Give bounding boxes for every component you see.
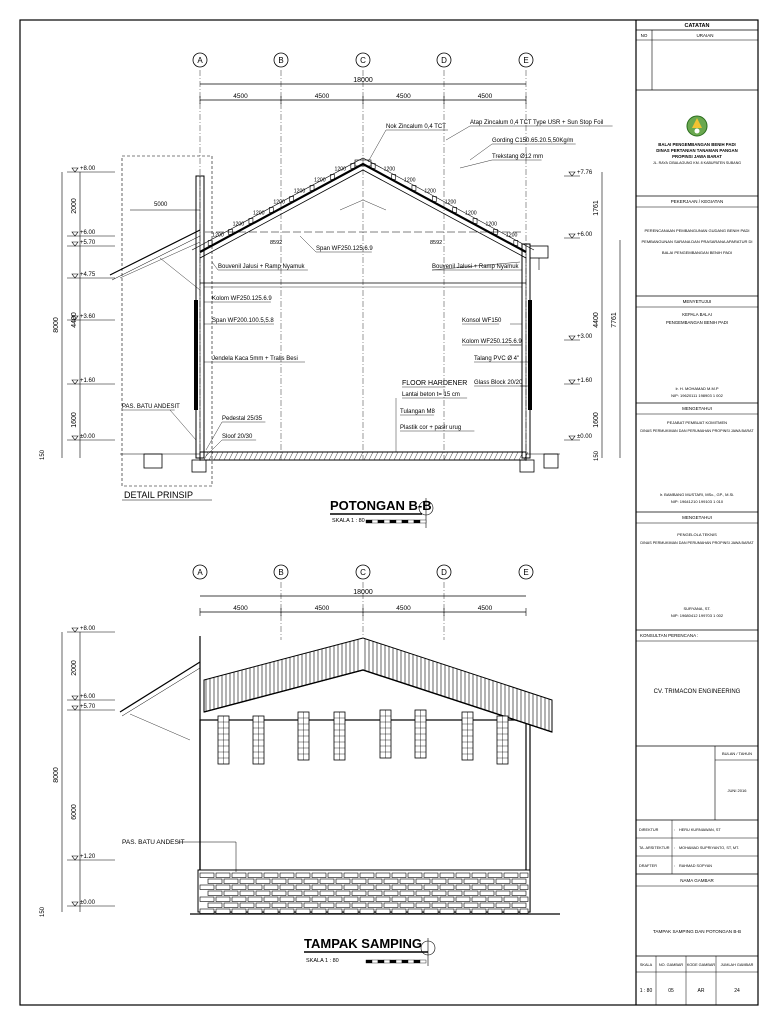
elevation-title: TAMPAK SAMPING (304, 936, 422, 951)
purlin-spacing-label: 1200 (485, 221, 497, 228)
purlin-spacing-label: 1200 (383, 166, 396, 173)
tb-col-no-gambar: NO. GAMBAR (658, 963, 684, 967)
sec-left-total: 8000 (53, 317, 60, 333)
purlin-spacing-label: 1200 (252, 210, 265, 217)
purlin-spacing-label: 1200 (314, 177, 326, 184)
elev-pas-batu: PAS. BATU ANDESIT (122, 839, 185, 846)
sec-right-dim-1: 1761 (593, 200, 600, 216)
tb-staff-3-role: DRAFTER (639, 864, 657, 868)
tb-staff-1-sep: : (674, 828, 676, 832)
purlin-spacing-label: 1200 (505, 232, 518, 239)
tb-nama-gambar-header: NAMA GAMBAR (680, 878, 714, 883)
callout-pedestal: Pedestal 25/35 (222, 416, 263, 422)
level-marker: +5.70 (80, 704, 96, 710)
callout-bouvenir-right: Bouvenil Jalusi + Ramp Nyamuk (432, 264, 519, 270)
grid-label: E (523, 568, 529, 577)
callout-jendela: Jendela Kaca 5mm + Tralis Besi (212, 356, 298, 362)
level-marker: +1.20 (80, 854, 96, 860)
section-scale: SKALA 1 : 80 (332, 518, 365, 524)
tb-org-4: JL. RAYA CIBALAGUNG KM. 8 KABUPATEN SUBANG (652, 161, 742, 165)
callout-sloof: Sloof 20/30 (222, 434, 253, 440)
sec-right-total: 7761 (611, 312, 618, 328)
purlin-spacing-label: 1200 (273, 199, 285, 206)
sec-left-dim-2: 4400 (71, 312, 78, 328)
tb-org-3: PROPINSI JAWA BARAT (672, 154, 722, 159)
grid-label: A (197, 568, 203, 577)
level-marker: +3.60 (80, 314, 96, 320)
sec-left-dim-1: 2000 (71, 198, 78, 214)
level-marker: +8.00 (80, 626, 96, 632)
tb-pekerjaan-3: BALAI PENGEMBANGAN BENIH PADI (661, 250, 733, 255)
callout-plastik: Plastik cor + pasir urug (400, 425, 462, 431)
callout-lantai: Lantai beton t= 15 cm (402, 392, 460, 398)
level-marker: +7.76 (577, 170, 593, 176)
elev-left-dim-1: 2000 (71, 660, 78, 676)
tb-signer-1-name: Ir. H. MOHAMAD M.M.P (675, 386, 719, 391)
tb-konsultan: CV. TRIMACON ENGINEERING (653, 689, 741, 695)
purlin-spacing-label: 1200 (293, 188, 306, 195)
level-marker: +1.60 (80, 378, 96, 384)
bay-span-label: 4500 (314, 605, 330, 612)
tb-pekerjaan-1: PERENCANAAN PEMBANGUNAN GUDANG BENIH PADI (644, 228, 750, 233)
tb-staff-3-name: RAHMAD SOPYAN (679, 864, 713, 868)
section-b-b (40, 53, 620, 528)
tb-signer-1-nip: NIP: 19620111 198903 1 002 (671, 393, 723, 398)
tb-org-1: BALAI PENGEMBANGAN BENIH PADI (658, 142, 736, 147)
grid-label: E (523, 56, 529, 65)
tb-signer-2-name: Ir. BAMBANG MUSTARI, MSc., GP., M.Si. (659, 492, 735, 497)
sec-left-dim-4: 150 (40, 449, 46, 461)
callout-glass: Glass Block 20/20 (474, 380, 523, 386)
tb-pengelola-1: PENGELOLA TEKNIS (677, 532, 717, 537)
elev-total-span: 18000 (353, 589, 373, 596)
tb-pekerjaan-2: PEMBANGUNAN SARANA DAN PRASARANA APARATUR DI (641, 239, 753, 244)
detail-dim: 5000 (154, 202, 168, 208)
tb-uraian: URAIAN (696, 33, 714, 38)
bay-span-label: 4500 (233, 605, 248, 612)
bay-span-label: 4500 (396, 605, 411, 612)
level-marker: ±0.00 (577, 434, 592, 440)
province-logo-icon (687, 116, 707, 136)
tb-val-skala: 1 : 80 (639, 988, 653, 994)
elev-left-dim-2: 6000 (71, 804, 78, 820)
level-marker: +5.70 (80, 240, 96, 246)
callout-gording: Gording C150.65.20.5,50Kg/m (492, 138, 574, 144)
tb-ppk-2: DINAS PERMUKIMAN DAN PERUMAHAN PROPINSI JAWA BARAT (640, 429, 754, 433)
tb-val-kode: AR (697, 988, 705, 994)
tb-konsultan-header: KONSULTAN PERENCANA : (640, 633, 699, 638)
level-marker: ±0.00 (80, 434, 95, 440)
tb-val-jumlah: 24 (734, 988, 740, 994)
level-marker: +3.00 (577, 334, 593, 340)
sec-right-dim-3: 1600 (593, 412, 600, 428)
tb-kepala-2: PENGEMBANGAN BENIH PADI (666, 320, 728, 325)
tb-ppk-1: PEJABAT PEMBUAT KOMITMEN (666, 420, 728, 425)
level-marker: +6.00 (577, 232, 593, 238)
level-marker: +4.75 (80, 272, 96, 278)
level-marker: +6.00 (80, 230, 96, 236)
tb-staff-3-sep: : (674, 864, 676, 868)
purlin-spacing-label: 1200 (403, 177, 416, 184)
level-marker: +8.00 (80, 166, 96, 172)
level-marker: +6.00 (80, 694, 96, 700)
tb-staff-2-name: MOHAMAD SUPRIYANTO, ST, MT. (679, 846, 739, 850)
purlin-spacing-label: 1200 (444, 199, 457, 206)
purlin-spacing-label: 1200 (212, 232, 224, 239)
grid-label: C (360, 56, 366, 65)
tb-no: NO (640, 33, 648, 38)
callout-atap: Atap Zincalum 0,4 TCT Type USR + Sun Stop Foil (470, 120, 604, 126)
tb-pengelola-2: DINAS PERMUKIMAN DAN PERUMAHAN PROPINSI JAWA BARAT (640, 541, 754, 545)
purlin-spacing-label: 1200 (424, 188, 436, 195)
callout-floor: FLOOR HARDENER (402, 380, 468, 387)
purlin-spacing-label: 1200 (232, 221, 245, 228)
tb-mengetahui-2: MENGETAHUI (682, 515, 712, 520)
callout-span-left: Span WF200.100.5,5.8 (212, 318, 274, 324)
tb-signer-3-nip: NIP: 19680412 199703 1 002 (670, 613, 724, 618)
callout-pas-batu: PAS. BATU ANDESIT (122, 404, 180, 410)
tb-signer-3-name: SURYANA, ST. (683, 606, 711, 611)
tb-catatan: CATATAN (684, 23, 710, 29)
tb-kepala-1: KEPALA BALAI (682, 312, 712, 317)
tb-col-kode: KODE GAMBAR (686, 963, 716, 967)
callout-talang: Talang PVC Ø 4" (474, 356, 520, 362)
callout-kolom-left: Kolom WF250.125.6.9 (212, 296, 272, 302)
bay-span-label: 4500 (396, 93, 411, 100)
tb-col-skala: SKALA (639, 963, 653, 967)
total-span-label: 18000 (353, 77, 373, 84)
tb-staff-2-role: TA. ARSITEKTUR (639, 846, 670, 850)
callout-span-rafter: Span WF250.125.6.9 (316, 246, 373, 252)
grid-label: C (360, 568, 366, 577)
grid-label: B (278, 56, 284, 65)
bay-span-label: 4500 (314, 93, 330, 100)
purlin-spacing-label: 1200 (334, 166, 346, 173)
level-marker: +1.60 (577, 378, 593, 384)
tb-signer-2-nip: NIP: 19641210 199103 1 010 (670, 499, 724, 504)
slope-label-right: 8592 (430, 240, 443, 246)
level-marker: ±0.00 (80, 900, 95, 906)
tb-val-no-gambar: 05 (668, 988, 674, 994)
callout-konsol: Konsol WF150 (462, 318, 502, 324)
tb-mengetahui-1: MENGETAHUI (682, 406, 712, 411)
sec-left-dim-3: 1600 (71, 412, 78, 428)
title-block (636, 23, 758, 1005)
grid-label: A (197, 56, 203, 65)
sec-right-dim-2: 4400 (593, 312, 600, 328)
tb-staff-1-name: HERU KURNIAWAN, ST (679, 828, 721, 832)
callout-trekstang: Trekstang Ø12 mm (492, 154, 544, 160)
tb-staff-1-role: DIREKTUR (639, 828, 659, 832)
tb-menyetujui: MENYETUJUI (682, 299, 712, 304)
callout-tulangan: Tulangan M8 (400, 409, 435, 415)
tb-bulan: BULAN / TAHUN (721, 751, 753, 756)
elev-left-total: 8000 (53, 767, 60, 783)
grid-label: B (278, 568, 284, 577)
tb-col-jumlah: JUMLAH GAMBAR (720, 963, 754, 967)
detail-label: DETAIL PRINSIP (124, 490, 194, 500)
elev-left-dim-3: 150 (40, 906, 46, 918)
bay-span-label: 4500 (477, 605, 493, 612)
tb-pekerjaan-header: PEKERJAAN / KEGIATAN (670, 199, 724, 204)
tb-nama-gambar: TAMPAK SAMPING DAN POTONGAN B-B (652, 929, 742, 934)
tb-staff-2-sep: : (674, 846, 676, 850)
tb-org-2: DINAS PERTANIAN TANAMAN PANGAN (656, 148, 738, 153)
grid-label: D (441, 568, 447, 577)
sec-right-dim-4: 150 (594, 450, 600, 462)
slope-label-left: 8592 (270, 240, 283, 246)
grid-label: D (441, 56, 447, 65)
side-elevation (40, 565, 560, 966)
elevation-scale: SKALA 1 : 80 (306, 958, 339, 964)
purlin-spacing-label: 1200 (465, 210, 477, 217)
bay-span-label: 4500 (477, 93, 493, 100)
callout-bouvenir-left: Bouvenil Jalusi + Ramp Nyamuk (218, 264, 305, 270)
tb-tanggal: JUNI 2016 (727, 788, 747, 793)
section-title: POTONGAN B-B (330, 498, 432, 513)
bay-span-label: 4500 (233, 93, 248, 100)
callout-kolom-right: Kolom WF250.125.6.9 (462, 339, 522, 345)
callout-nok: Nok Zincalum 0,4 TCT (386, 124, 446, 130)
